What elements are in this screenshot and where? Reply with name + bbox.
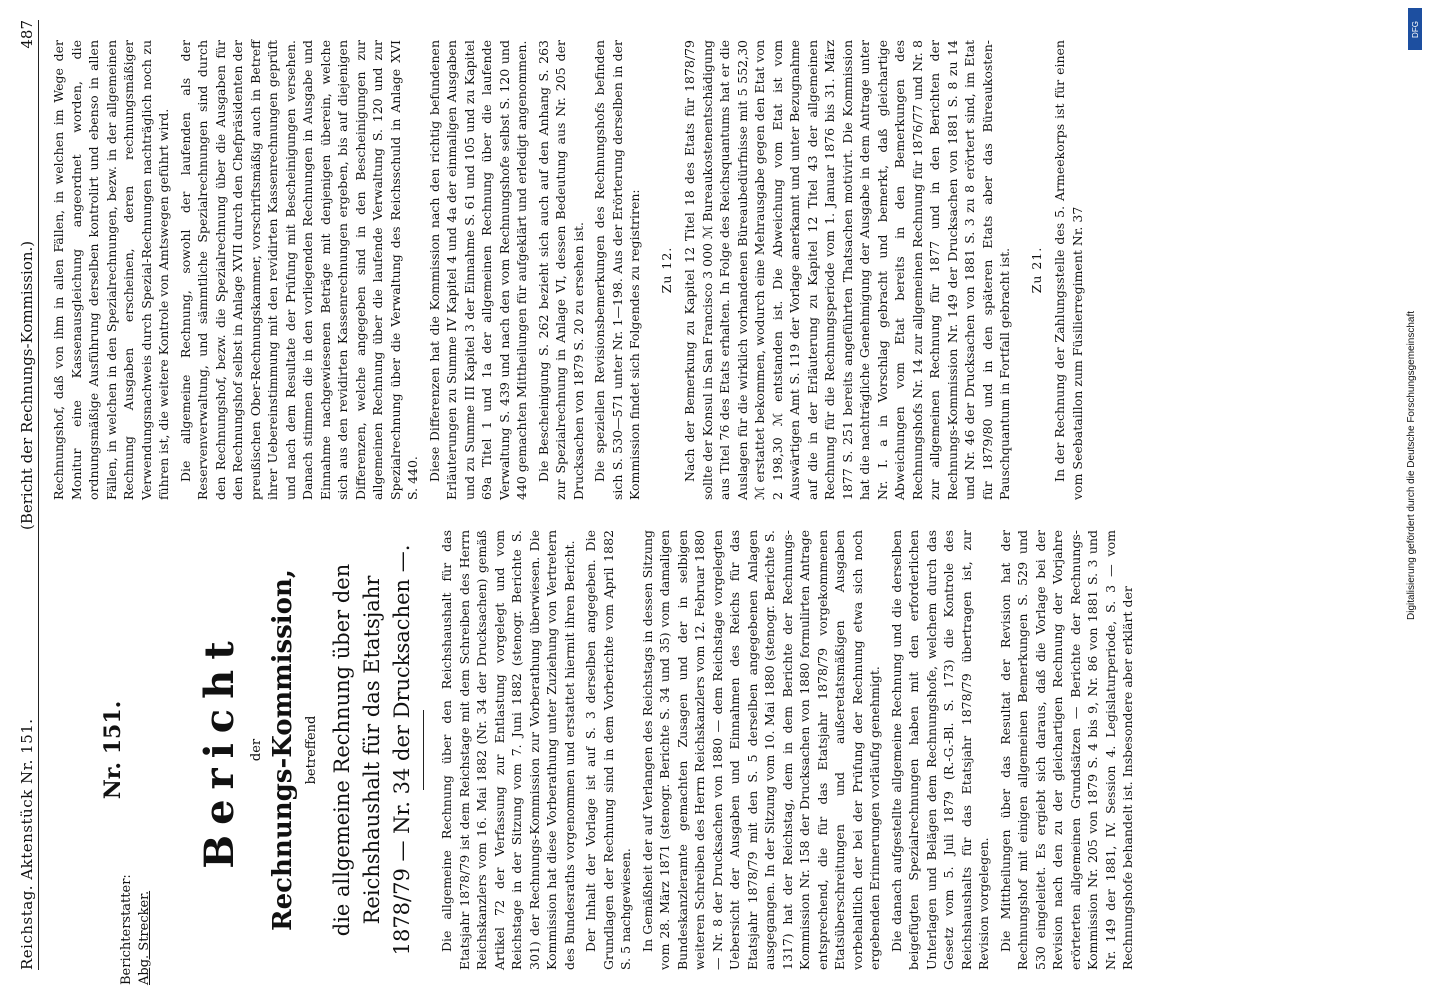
title-der: der <box>249 738 264 762</box>
subject-rule <box>423 710 424 790</box>
paragraph: Rechnungshof, daß von ihm in allen Fällen, in welchen im Wege der Monitur eine Kassenausgleichung angeordnet worden, die ordnungsmäßige Ausführung derselben kontrolirt und ebenso in allen Fällen, in welchen in den Spezialrechnungen, bezw. in der allgemeinen Rechnung Ausgaben erscheinen, deren rechnungsmäßiger Verwendungsnachweis durch Spezial-Rechnungen nachträglich noch zu führen ist, die weitere Kontrole von Amtswegen geführt wird. <box>51 40 171 500</box>
section-heading: Zu 12. <box>658 246 674 294</box>
paragraph: Die Mittheilungen über das Resultat der Revision hat der Rechnungshof mit einigen allgemeinen Bemerkungen S. 529 und 530 eingeleitet. Es ergiebt sich daraus, daß die Vorlage bei der Revision nach den zu der gleichartigen Rechnung der Vorjahre erörterten allgemeinen Grundsätzen — Berichte der Rechnungs-Kommission Nr. 205 von 1879 S. 4 bis 9, Nr. 86 von 1881 S. 3 und Nr. 149 der 1881, IV. Session 4. Legislaturperiode, S. 3 — vom Rechnungshofe behandelt ist. Insbesondere aber erklärt der <box>997 530 1135 970</box>
header-rule <box>38 20 39 970</box>
funding-note: Digitalisierung gefördert durch die Deutsche Forschungsgemeinschaft <box>1406 310 1417 620</box>
paragraph: Die allgemeine Rechnung über den Reichshaushalt für das Etatsjahr 1878/79 ist dem Reichstage mit dem Schreiben des Herrn Reichskanzlers vom 16. Mai 1882 (Nr. 34 der Drucksachen) gemäß Artikel 72 der Verfassung zur Entlastung vorgelegt und vom Reichstage in der Sitzung vom 7. Juni 1882 (stenogr. Berichte S. 301) der Rechnungs-Kommission zur Vorberathung überwiesen. Die Kommission hat diese Vorberathung unter Zuziehung von Vertretern des Bundesraths vorgenommen und erstattet hiermit ihren Bericht. <box>439 530 577 970</box>
reporter-block <box>118 874 154 985</box>
page-number: 487 <box>18 20 36 49</box>
paragraph: Die danach aufgestellte allgemeine Rechnung und die derselben beigefügten Spezialrechnungen haben mit den erforderlichen Unterlagen und Belägen dem Rechnungshofe, welchem durch das Gesetz vom 5. Juli 1879 (R.-G.-Bl. S. 173) die Kontrole des Reichshaushalts für das Etatsjahr 1878/79 übertragen ist, zur Revision vorgelegen. <box>888 530 991 970</box>
paragraph: Die speziellen Revisionsbemerkungen des Rechnungshofs befinden sich S. 530—571 unter Nr. 1—198. Aus der Erörterung derselben in der Kommission findet sich Folgendes zu registriren: <box>592 40 642 500</box>
document-number: Nr. 151. <box>100 700 126 800</box>
section-heading: Zu 21. <box>1028 246 1044 294</box>
paragraph: Nach der Bemerkung zu Kapitel 12 Titel 18 des Etats für 1878/79 sollte der Konsul in San Francisco 3 000 ℳ Bureaukostenentschädigung aus Titel 76 des Etats erhalten. In Folge des Reichsquantums hat er die Auslagen für die wirklich vorhandenen Büreaubedürfnisse mit 5 552,30 ℳ erstattet bekommen, wodurch eine Mehrausgabe gegen den Etat von 2 198,30 ℳ entstanden ist. Die Abweichung vom Etat ist vom Auswärtigen Amt S. 119 der Vorlage anerkannt und unter Bezugnahme auf die in der Erläuterung zu Kapitel 12 Titel 43 der allgemeinen Rechnung für die Rechnungsperiode vom 1. Januar 1876 bis 31. März 1877 S. 251 bereits angeführten Thatsachen motivirt. Die Kommission hat die nachträgliche Genehmigung der Ausgabe in dem Antrage unter Nr. I. a in Vorschlag gebracht und bemerkt, daß gleichartige Abweichungen vom Etat bereits in den Bemerkungen des Rechnungshofs Nr. 14 zur allgemeinen Rechnung für 1876/77 und Nr. 8 zur allgemeinen Rechnung für 1877 und in den Berichten der Rechnungs-Kommission Nr. 149 der Drucksachen von 1881 S. 8 zu 14 und Nr. 46 der Drucksachen von 1881 S. 3 zu 8 erörtert sind, im Etat für 1879/80 und in den späteren Etats aber das Büreaukosten-Pauschquantum in Fortfall gebracht ist. <box>682 40 1012 500</box>
paragraph: In der Rechnung der Zahlungsstelle des 5. Armeekorps ist für einen vom Seebataillon zum Füsilierregiment Nr. 37 <box>1052 40 1085 500</box>
right-column <box>50 40 1090 500</box>
paragraph: Die Bescheinigung S. 262 bezieht sich auch auf den Anhang S. 263 zur Spezialrechnung in Anlage VI, dessen Bedeutung aus Nr. 205 der Drucksachen von 1879 S. 20 zu ersehen ist. <box>535 40 586 500</box>
reporter-name: Abg. Strecker. <box>137 890 152 985</box>
document-subject: die allgemeine Rechnung über den Reichshaushalt für das Etatsjahr 1878/79 — Nr. 34 der Drucksachen —. <box>330 544 414 956</box>
title-betreffend: betreffend <box>304 715 319 785</box>
paragraph: Der Inhalt der Vorlage ist auf S. 3 derselben angegeben. Die Grundlagen der Rechnung sind in dem Vorberichte vom April 1882 S. 5 nachgewiesen. <box>583 530 633 970</box>
paragraph: Die allgemeine Rechnung, sowohl der laufenden als der Reservenverwaltung, und sämmtliche Spezialrechnungen sind durch den Rechnungshof, bezw. die Spezialrechnung über die Ausgaben für den Rechnungshof selbst in Anlage XVII durch den Chefpräsidenten der preußischen Ober-Rechnungskammer, vorschriftsmäßig auch in Betreff ihrer Uebereinstimmung mit den revidirten Kassenrechnungen geprüft und nach dem Resultate der Prüfung mit Bescheinigungen versehen. Danach stimmen die in den vorliegenden Rechnungen in Ausgabe und Einnahme nachgewiesenen Beträge mit denjenigen überein, welche sich aus den revidirten Kassenrechnungen ergeben, bis auf diejenigen Differenzen, welche angegeben sind in den Bescheinigungen zur allgemeinen Rechnung über die laufende Verwaltung S. 120 und zur Spezialrechnung über die Verwaltung des Reichsschuld in Anlage XVI S. 440. <box>177 40 420 500</box>
header-right <box>18 20 36 530</box>
commission-name: Rechnungs-Kommission, <box>268 569 298 931</box>
header-left: Reichstag. Aktenstück Nr. 151. <box>18 718 36 970</box>
header-right-title: (Bericht der Rechnungs-Kommission.) <box>18 240 36 530</box>
dfg-logo: DFG <box>1408 8 1422 50</box>
document-title: Bericht <box>196 631 243 869</box>
reporter-label: Berichterstatter: <box>119 874 134 985</box>
paragraph: Diese Differenzen hat die Kommission nach den richtig befundenen Erläuterungen zu Summe IV Kapitel 4 und 4a der einmaligen Ausgaben und zu Summe III Kapitel 3 der Einnahme S. 61 und 105 und zu Kapitel 69a Titel 1 und 1a der allgemeinen Rechnung über die laufende Verwaltung S. 439 und nach den vom Rechnungshofe selbst S. 120 und 440 gemachten Mittheilungen für aufgeklärt und erledigt angenommen. <box>426 40 529 500</box>
left-column <box>60 530 1390 970</box>
left-body <box>438 530 1137 970</box>
paragraph: In Gemäßheit der auf Verlangen des Reichstags in dessen Sitzung vom 28. März 1871 (stenogr. Berichte S. 34 und 35) vom damaligen Bundeskanzleramte gemachten Zusagen und der in selbigen weiteren Schreiben des Herrn Reichskanzlers vom 12. Februar 1880 — Nr. 8 der Drucksachen von 1880 — dem Reichstage vorgelegten Uebersicht der Ausgaben und Einnahmen des Reichs für das Etatsjahr 1878/79 mit den S. 5 derselben angegebenen Anlagen ausgegangen. In der Sitzung vom 10. Mai 1880 (stenogr. Berichte S. 1317) hat der Reichstag, dem in dem Berichte der Rechnungs-Kommission Nr. 158 der Drucksachen von 1880 formulirten Antrage entsprechend, die für das Etatsjahr 1878/79 vorgekommenen Etatsüberschreitungen und außeretatsmäßigen Ausgaben vorbehaltlich der bei der Prüfung der Rechnung etwa sich noch ergebenden Erinnerungen vorläufig genehmigt. <box>639 530 882 970</box>
